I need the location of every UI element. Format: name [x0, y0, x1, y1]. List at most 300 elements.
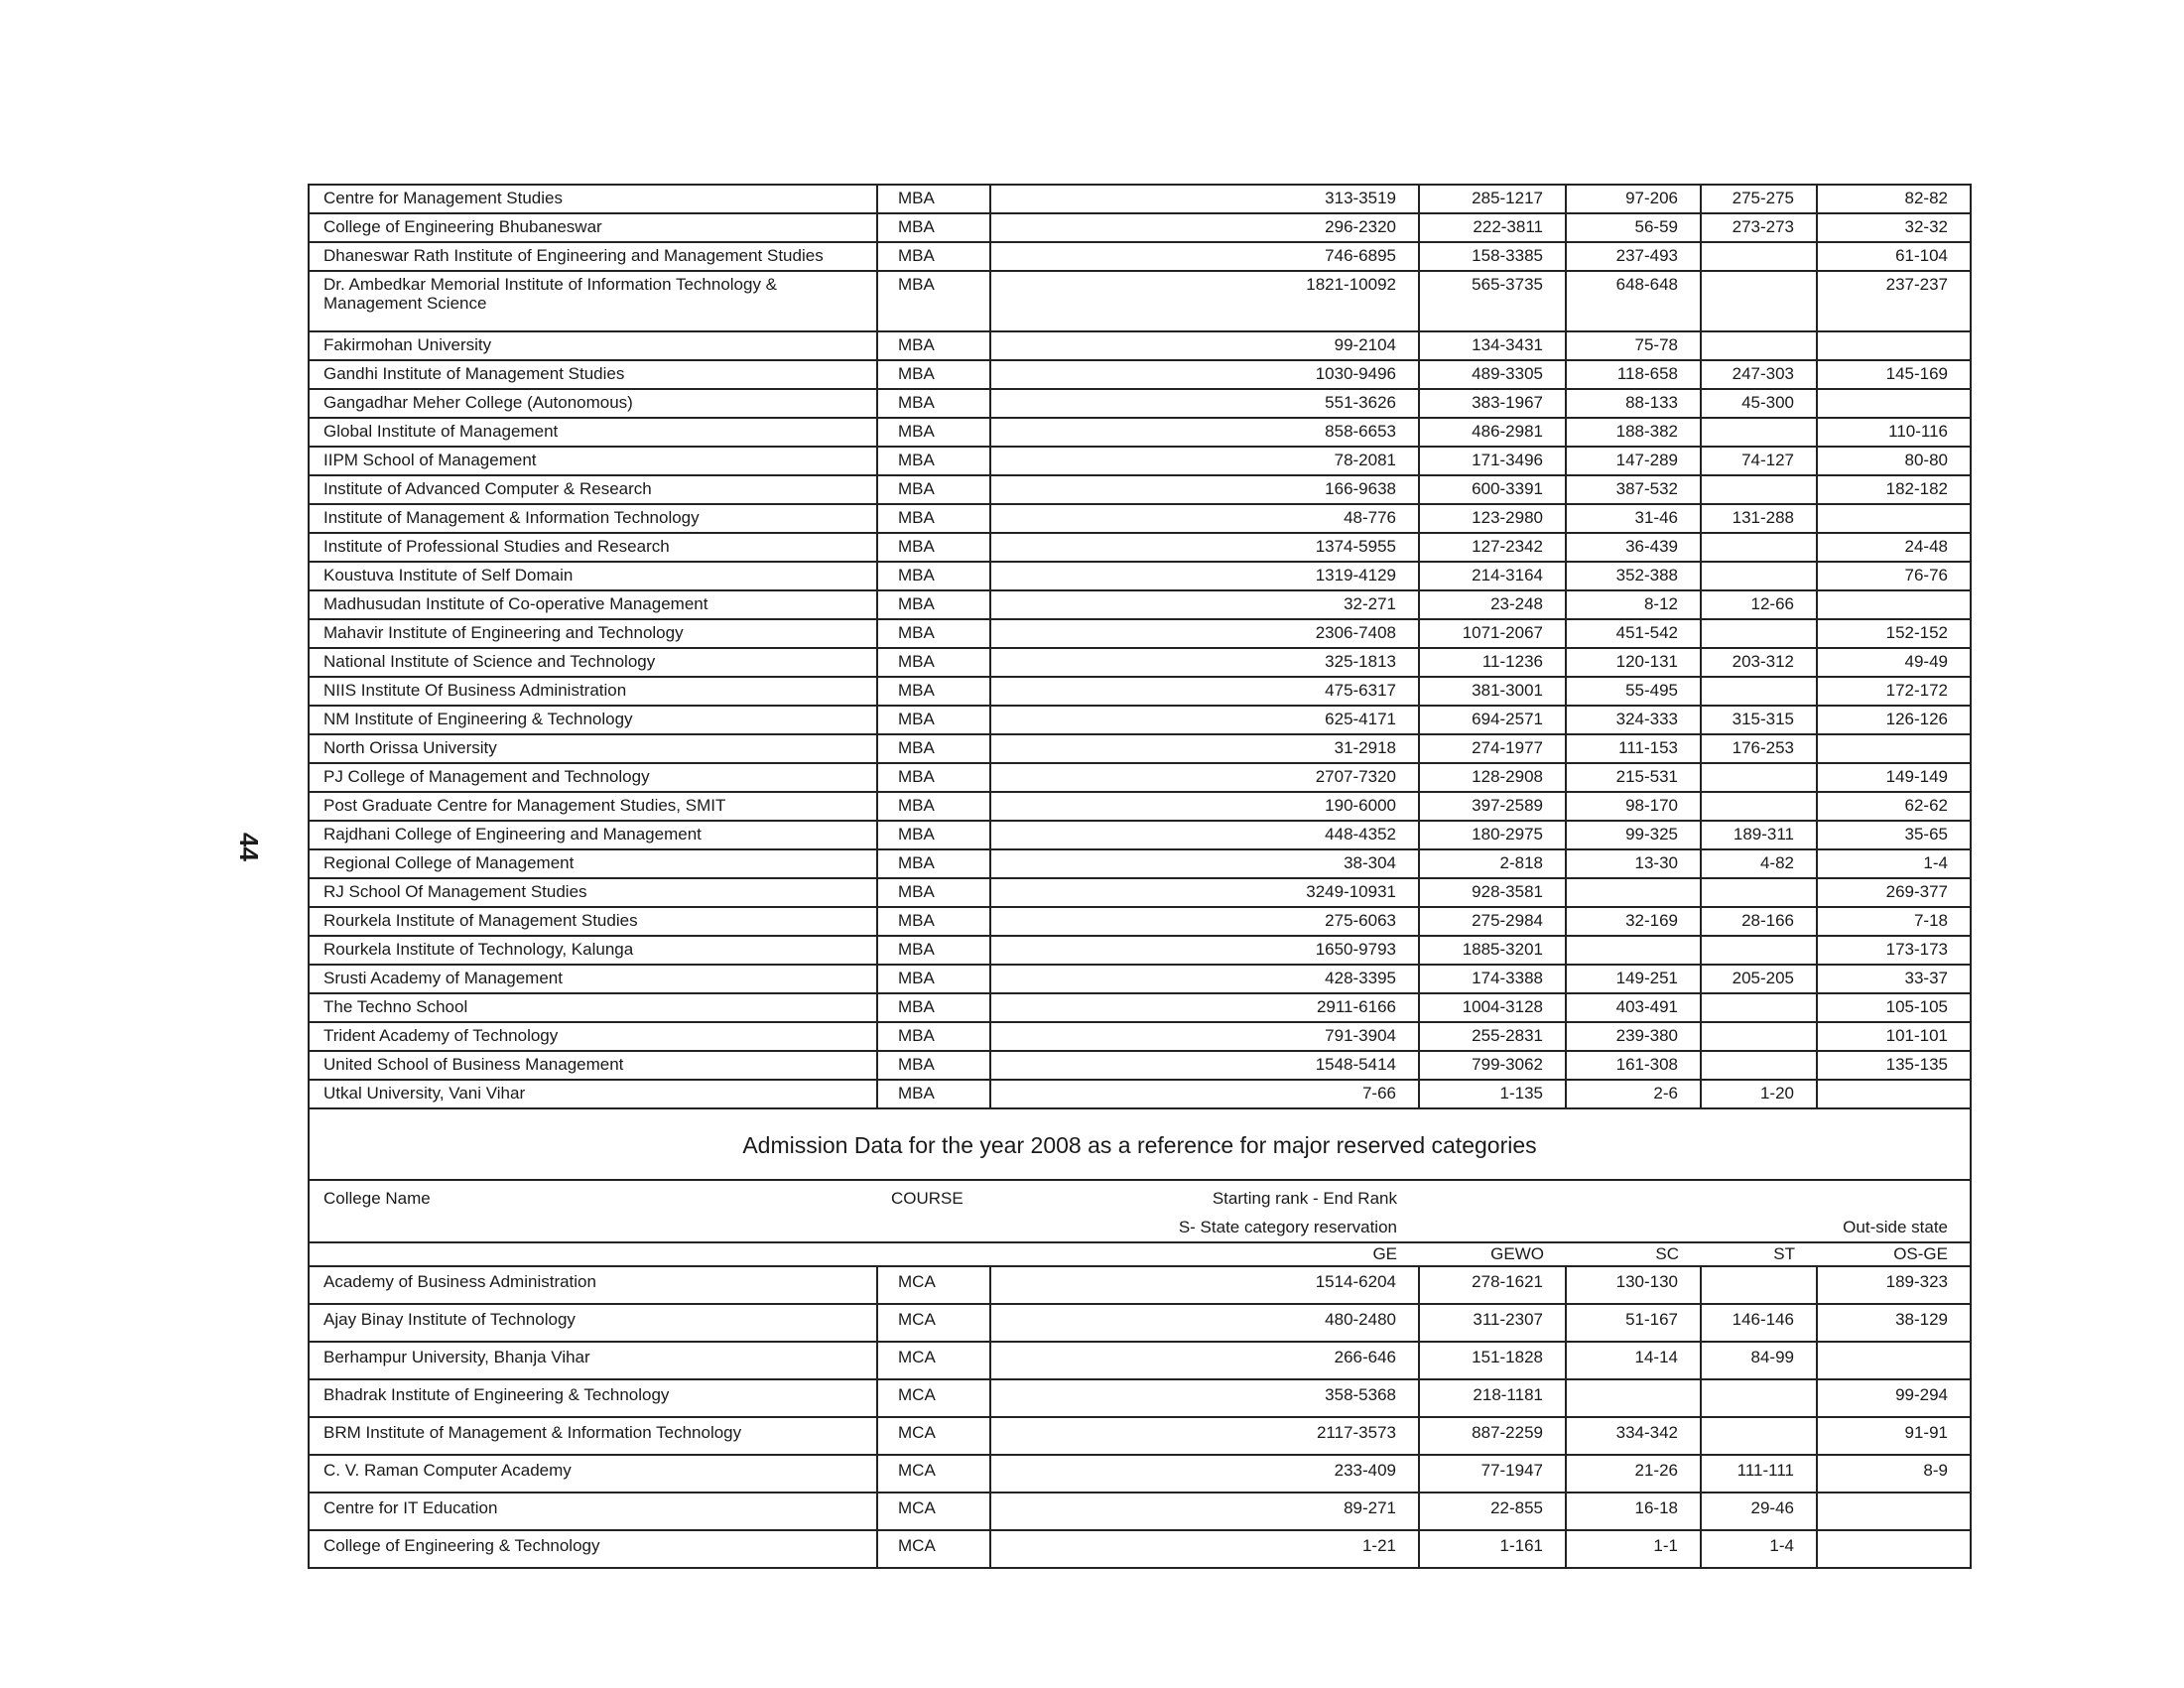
os-cell: 101-101: [1817, 1022, 1971, 1051]
course-cell: MBA: [877, 993, 990, 1022]
gewo-cell: 311-2307: [1419, 1304, 1566, 1342]
table-row: [309, 271, 1971, 331]
table-row: [309, 878, 1971, 907]
course-cell: MBA: [877, 619, 990, 648]
header-row-3: [309, 1242, 1971, 1266]
sc-cell: 88-133: [1566, 389, 1701, 418]
ge-cell: 2117-3573: [990, 1417, 1419, 1455]
course-cell: MBA: [877, 849, 990, 878]
st-cell: 12-66: [1701, 590, 1817, 619]
ge-cell: 32-271: [990, 590, 1419, 619]
os-cell: 8-9: [1817, 1455, 1971, 1493]
ge-cell: 2707-7320: [990, 763, 1419, 792]
st-cell: 315-315: [1701, 706, 1817, 734]
os-cell: 38-129: [1817, 1304, 1971, 1342]
college-name-cell: Madhusudan Institute of Co-operative Management: [309, 590, 877, 619]
header-row-1: [309, 1180, 1971, 1215]
os-cell: 1-4: [1817, 849, 1971, 878]
course-cell: MBA: [877, 504, 990, 533]
course-cell: MCA: [877, 1530, 990, 1568]
st-cell: 275-275: [1701, 185, 1817, 213]
ge-cell: 296-2320: [990, 213, 1419, 242]
college-name-cell: Berhampur University, Bhanja Vihar: [309, 1342, 877, 1379]
college-name-cell: C. V. Raman Computer Academy: [309, 1455, 877, 1493]
college-name-cell: NM Institute of Engineering & Technology: [309, 706, 877, 734]
table-row: [309, 185, 1971, 213]
ge-cell: 1650-9793: [990, 936, 1419, 965]
table-row: [309, 763, 1971, 792]
table-row: [309, 389, 1971, 418]
ge-cell: 89-271: [990, 1493, 1419, 1530]
sc-cell: 334-342: [1566, 1417, 1701, 1455]
ge-cell: 38-304: [990, 849, 1419, 878]
college-name-cell: Ajay Binay Institute of Technology: [309, 1304, 877, 1342]
college-name-cell: Institute of Management & Information Technology: [309, 504, 877, 533]
ge-cell: 1374-5955: [990, 533, 1419, 562]
sc-cell: 111-153: [1566, 734, 1701, 763]
st-cell: [1701, 878, 1817, 907]
st-cell: [1701, 1417, 1817, 1455]
os-cell: 33-37: [1817, 965, 1971, 993]
sc-cell: 130-130: [1566, 1266, 1701, 1304]
course-cell: MBA: [877, 533, 990, 562]
sc-cell: 21-26: [1566, 1455, 1701, 1493]
os-cell: 145-169: [1817, 360, 1971, 389]
table-row: [309, 447, 1971, 475]
os-cell: 49-49: [1817, 648, 1971, 677]
st-cell: 205-205: [1701, 965, 1817, 993]
college-name-cell: National Institute of Science and Technology: [309, 648, 877, 677]
st-cell: [1701, 677, 1817, 706]
sc-cell: 75-78: [1566, 331, 1701, 360]
header-course: COURSE: [877, 1180, 990, 1215]
page-number: 44: [233, 833, 264, 861]
st-cell: [1701, 562, 1817, 590]
course-cell: MBA: [877, 677, 990, 706]
st-cell: 74-127: [1701, 447, 1817, 475]
ge-cell: 2911-6166: [990, 993, 1419, 1022]
table-row: [309, 993, 1971, 1022]
ge-cell: 475-6317: [990, 677, 1419, 706]
gewo-cell: 397-2589: [1419, 792, 1566, 821]
sc-cell: 387-532: [1566, 475, 1701, 504]
table-row: [309, 418, 1971, 447]
st-cell: 1-20: [1701, 1080, 1817, 1108]
mca-rows: [309, 1266, 1971, 1568]
sc-cell: 51-167: [1566, 1304, 1701, 1342]
table-row: [309, 849, 1971, 878]
ge-cell: 166-9638: [990, 475, 1419, 504]
course-cell: MCA: [877, 1417, 990, 1455]
course-cell: MCA: [877, 1455, 990, 1493]
ge-cell: 625-4171: [990, 706, 1419, 734]
ge-cell: 99-2104: [990, 331, 1419, 360]
gewo-cell: 274-1977: [1419, 734, 1566, 763]
course-cell: MBA: [877, 562, 990, 590]
ge-cell: 1821-10092: [990, 271, 1419, 331]
table-row: [309, 677, 1971, 706]
os-cell: 173-173: [1817, 936, 1971, 965]
college-name-cell: Srusti Academy of Management: [309, 965, 877, 993]
table-row: [309, 936, 1971, 965]
os-cell: 189-323: [1817, 1266, 1971, 1304]
college-name-cell: Dhaneswar Rath Institute of Engineering and Management Studies: [309, 242, 877, 271]
ge-cell: 266-646: [990, 1342, 1419, 1379]
sc-cell: 16-18: [1566, 1493, 1701, 1530]
gewo-cell: 2-818: [1419, 849, 1566, 878]
course-cell: MBA: [877, 242, 990, 271]
sc-cell: 55-495: [1566, 677, 1701, 706]
college-name-cell: Global Institute of Management: [309, 418, 877, 447]
college-name-cell: RJ School Of Management Studies: [309, 878, 877, 907]
ge-cell: 428-3395: [990, 965, 1419, 993]
table-row: [309, 1080, 1971, 1108]
sc-cell: 98-170: [1566, 792, 1701, 821]
college-name-cell: College of Engineering & Technology: [309, 1530, 877, 1568]
course-cell: MCA: [877, 1493, 990, 1530]
course-cell: MBA: [877, 590, 990, 619]
gewo-cell: 489-3305: [1419, 360, 1566, 389]
st-cell: [1701, 792, 1817, 821]
header-gewo: GEWO: [1419, 1242, 1566, 1266]
course-cell: MBA: [877, 213, 990, 242]
os-cell: [1817, 734, 1971, 763]
college-name-cell: Institute of Advanced Computer & Research: [309, 475, 877, 504]
gewo-cell: 123-2980: [1419, 504, 1566, 533]
sc-cell: 215-531: [1566, 763, 1701, 792]
table-row: [309, 504, 1971, 533]
gewo-cell: 127-2342: [1419, 533, 1566, 562]
course-cell: MBA: [877, 331, 990, 360]
mba-rows: [309, 185, 1971, 1108]
gewo-cell: 383-1967: [1419, 389, 1566, 418]
college-name-cell: North Orissa University: [309, 734, 877, 763]
table-row: [309, 1530, 1971, 1568]
college-name-cell: Bhadrak Institute of Engineering & Technology: [309, 1379, 877, 1417]
course-cell: MBA: [877, 360, 990, 389]
os-cell: 82-82: [1817, 185, 1971, 213]
os-cell: [1817, 1493, 1971, 1530]
course-cell: MBA: [877, 1022, 990, 1051]
course-cell: MBA: [877, 1080, 990, 1108]
college-name-cell: PJ College of Management and Technology: [309, 763, 877, 792]
st-cell: 4-82: [1701, 849, 1817, 878]
header-row-2: [309, 1215, 1971, 1242]
section-2-header: [309, 1108, 1971, 1266]
course-cell: MBA: [877, 907, 990, 936]
course-cell: MBA: [877, 447, 990, 475]
os-cell: 110-116: [1817, 418, 1971, 447]
st-cell: [1701, 1051, 1817, 1080]
os-cell: 7-18: [1817, 907, 1971, 936]
os-cell: 172-172: [1817, 677, 1971, 706]
ge-cell: 7-66: [990, 1080, 1419, 1108]
college-name-cell: United School of Business Management: [309, 1051, 877, 1080]
os-cell: 24-48: [1817, 533, 1971, 562]
college-name-cell: Trident Academy of Technology: [309, 1022, 877, 1051]
table-row: [309, 1455, 1971, 1493]
gewo-cell: 128-2908: [1419, 763, 1566, 792]
st-cell: 131-288: [1701, 504, 1817, 533]
college-name-cell: Utkal University, Vani Vihar: [309, 1080, 877, 1108]
table-row: [309, 907, 1971, 936]
admission-table-container: [308, 184, 1970, 1569]
st-cell: 45-300: [1701, 389, 1817, 418]
college-name-cell: Dr. Ambedkar Memorial Institute of Information Technology & Management Science: [309, 271, 877, 331]
st-cell: [1701, 418, 1817, 447]
sc-cell: 118-658: [1566, 360, 1701, 389]
os-cell: [1817, 331, 1971, 360]
st-cell: [1701, 763, 1817, 792]
college-name-cell: Centre for IT Education: [309, 1493, 877, 1530]
gewo-cell: 22-855: [1419, 1493, 1566, 1530]
table-row: [309, 821, 1971, 849]
header-rank-label: Starting rank - End Rank: [990, 1180, 1419, 1215]
os-cell: 269-377: [1817, 878, 1971, 907]
sc-cell: [1566, 1379, 1701, 1417]
sc-cell: 2-6: [1566, 1080, 1701, 1108]
table-row: [309, 965, 1971, 993]
sc-cell: 8-12: [1566, 590, 1701, 619]
course-cell: MBA: [877, 1051, 990, 1080]
ge-cell: 2306-7408: [990, 619, 1419, 648]
sc-cell: 161-308: [1566, 1051, 1701, 1080]
os-cell: 76-76: [1817, 562, 1971, 590]
ge-cell: 551-3626: [990, 389, 1419, 418]
gewo-cell: 151-1828: [1419, 1342, 1566, 1379]
gewo-cell: 214-3164: [1419, 562, 1566, 590]
college-name-cell: Fakirmohan University: [309, 331, 877, 360]
gewo-cell: 1004-3128: [1419, 993, 1566, 1022]
sc-cell: 352-388: [1566, 562, 1701, 590]
college-name-cell: Centre for Management Studies: [309, 185, 877, 213]
gewo-cell: 1-161: [1419, 1530, 1566, 1568]
gewo-cell: 134-3431: [1419, 331, 1566, 360]
os-cell: [1817, 504, 1971, 533]
st-cell: 84-99: [1701, 1342, 1817, 1379]
course-cell: MBA: [877, 792, 990, 821]
gewo-cell: 23-248: [1419, 590, 1566, 619]
course-cell: MCA: [877, 1379, 990, 1417]
college-name-cell: Post Graduate Centre for Management Studies, SMIT: [309, 792, 877, 821]
college-name-cell: Mahavir Institute of Engineering and Technology: [309, 619, 877, 648]
ge-cell: 78-2081: [990, 447, 1419, 475]
st-cell: 111-111: [1701, 1455, 1817, 1493]
college-name-cell: Gandhi Institute of Management Studies: [309, 360, 877, 389]
sc-cell: 31-46: [1566, 504, 1701, 533]
ge-cell: 313-3519: [990, 185, 1419, 213]
os-cell: 80-80: [1817, 447, 1971, 475]
os-cell: 182-182: [1817, 475, 1971, 504]
st-cell: 28-166: [1701, 907, 1817, 936]
sc-cell: [1566, 936, 1701, 965]
gewo-cell: 1-135: [1419, 1080, 1566, 1108]
header-state-label: S- State category reservation: [1178, 1218, 1397, 1236]
os-cell: 61-104: [1817, 242, 1971, 271]
course-cell: MBA: [877, 418, 990, 447]
gewo-cell: 486-2981: [1419, 418, 1566, 447]
ge-cell: 31-2918: [990, 734, 1419, 763]
ge-cell: 190-6000: [990, 792, 1419, 821]
st-cell: 273-273: [1701, 213, 1817, 242]
st-cell: [1701, 1266, 1817, 1304]
table-row: [309, 562, 1971, 590]
os-cell: 35-65: [1817, 821, 1971, 849]
os-cell: 152-152: [1817, 619, 1971, 648]
gewo-cell: 222-3811: [1419, 213, 1566, 242]
st-cell: [1701, 1022, 1817, 1051]
ge-cell: 48-776: [990, 504, 1419, 533]
sc-cell: [1566, 878, 1701, 907]
table-row: [309, 1493, 1971, 1530]
ge-cell: 325-1813: [990, 648, 1419, 677]
st-cell: [1701, 331, 1817, 360]
sc-cell: 32-169: [1566, 907, 1701, 936]
gewo-cell: 275-2984: [1419, 907, 1566, 936]
table-row: [309, 360, 1971, 389]
gewo-cell: 565-3735: [1419, 271, 1566, 331]
table-row: [309, 331, 1971, 360]
st-cell: 189-311: [1701, 821, 1817, 849]
ge-cell: 233-409: [990, 1455, 1419, 1493]
st-cell: [1701, 242, 1817, 271]
gewo-cell: 174-3388: [1419, 965, 1566, 993]
course-cell: MBA: [877, 648, 990, 677]
sc-cell: 149-251: [1566, 965, 1701, 993]
course-cell: MBA: [877, 185, 990, 213]
course-cell: MBA: [877, 878, 990, 907]
gewo-cell: 77-1947: [1419, 1455, 1566, 1493]
sc-cell: 99-325: [1566, 821, 1701, 849]
gewo-cell: 928-3581: [1419, 878, 1566, 907]
table-row: [309, 242, 1971, 271]
ge-cell: 1319-4129: [990, 562, 1419, 590]
college-name-cell: Regional College of Management: [309, 849, 877, 878]
college-name-cell: The Techno School: [309, 993, 877, 1022]
admission-table: [308, 184, 1972, 1569]
os-cell: [1817, 1080, 1971, 1108]
gewo-cell: 158-3385: [1419, 242, 1566, 271]
table-row: [309, 734, 1971, 763]
table-row: [309, 533, 1971, 562]
sc-cell: 36-439: [1566, 533, 1701, 562]
gewo-cell: 1071-2067: [1419, 619, 1566, 648]
st-cell: [1701, 936, 1817, 965]
ge-cell: 3249-10931: [990, 878, 1419, 907]
header-os: OS-GE: [1817, 1242, 1971, 1266]
gewo-cell: 255-2831: [1419, 1022, 1566, 1051]
table-row: [309, 1417, 1971, 1455]
os-cell: 237-237: [1817, 271, 1971, 331]
ge-cell: 791-3904: [990, 1022, 1419, 1051]
st-cell: 1-4: [1701, 1530, 1817, 1568]
gewo-cell: 799-3062: [1419, 1051, 1566, 1080]
st-cell: 29-46: [1701, 1493, 1817, 1530]
sc-cell: 451-542: [1566, 619, 1701, 648]
st-cell: 247-303: [1701, 360, 1817, 389]
course-cell: MCA: [877, 1266, 990, 1304]
gewo-cell: 381-3001: [1419, 677, 1566, 706]
os-cell: [1817, 1530, 1971, 1568]
table-row: [309, 1379, 1971, 1417]
table-row: [309, 792, 1971, 821]
os-cell: 105-105: [1817, 993, 1971, 1022]
gewo-cell: 171-3496: [1419, 447, 1566, 475]
st-cell: 203-312: [1701, 648, 1817, 677]
ge-cell: 358-5368: [990, 1379, 1419, 1417]
gewo-cell: 600-3391: [1419, 475, 1566, 504]
table-row: [309, 213, 1971, 242]
os-cell: 32-32: [1817, 213, 1971, 242]
course-cell: MBA: [877, 389, 990, 418]
sc-cell: 1-1: [1566, 1530, 1701, 1568]
table-row: [309, 1051, 1971, 1080]
gewo-cell: 887-2259: [1419, 1417, 1566, 1455]
ge-cell: 858-6653: [990, 418, 1419, 447]
header-sc: SC: [1566, 1242, 1701, 1266]
ge-cell: 480-2480: [990, 1304, 1419, 1342]
college-name-cell: Koustuva Institute of Self Domain: [309, 562, 877, 590]
table-row: [309, 648, 1971, 677]
header-college-name: College Name: [309, 1180, 877, 1215]
gewo-cell: 1885-3201: [1419, 936, 1566, 965]
sc-cell: 403-491: [1566, 993, 1701, 1022]
os-cell: 62-62: [1817, 792, 1971, 821]
sc-cell: 237-493: [1566, 242, 1701, 271]
table-row: [309, 1022, 1971, 1051]
table-row: [309, 1304, 1971, 1342]
os-cell: 149-149: [1817, 763, 1971, 792]
course-cell: MBA: [877, 936, 990, 965]
os-cell: [1817, 590, 1971, 619]
course-cell: MBA: [877, 821, 990, 849]
header-ge: GE: [990, 1242, 1419, 1266]
college-name-cell: Rajdhani College of Engineering and Management: [309, 821, 877, 849]
st-cell: 176-253: [1701, 734, 1817, 763]
college-name-cell: Gangadhar Meher College (Autonomous): [309, 389, 877, 418]
os-cell: [1817, 1342, 1971, 1379]
ge-cell: 1030-9496: [990, 360, 1419, 389]
table-row: [309, 590, 1971, 619]
sc-cell: 239-380: [1566, 1022, 1701, 1051]
sc-cell: 188-382: [1566, 418, 1701, 447]
st-cell: 146-146: [1701, 1304, 1817, 1342]
sc-cell: 648-648: [1566, 271, 1701, 331]
gewo-cell: 180-2975: [1419, 821, 1566, 849]
course-cell: MBA: [877, 271, 990, 331]
st-cell: [1701, 271, 1817, 331]
college-name-cell: BRM Institute of Management & Information Technology: [309, 1417, 877, 1455]
st-cell: [1701, 475, 1817, 504]
os-cell: [1817, 389, 1971, 418]
ge-cell: 1-21: [990, 1530, 1419, 1568]
college-name-cell: NIIS Institute Of Business Administration: [309, 677, 877, 706]
table-row: [309, 1266, 1971, 1304]
ge-cell: 448-4352: [990, 821, 1419, 849]
sc-cell: 147-289: [1566, 447, 1701, 475]
ge-cell: 275-6063: [990, 907, 1419, 936]
sc-cell: 324-333: [1566, 706, 1701, 734]
gewo-cell: 278-1621: [1419, 1266, 1566, 1304]
course-cell: MCA: [877, 1342, 990, 1379]
college-name-cell: Institute of Professional Studies and Research: [309, 533, 877, 562]
os-cell: 91-91: [1817, 1417, 1971, 1455]
gewo-cell: 11-1236: [1419, 648, 1566, 677]
sc-cell: 14-14: [1566, 1342, 1701, 1379]
ge-cell: 746-6895: [990, 242, 1419, 271]
gewo-cell: 285-1217: [1419, 185, 1566, 213]
sc-cell: 13-30: [1566, 849, 1701, 878]
